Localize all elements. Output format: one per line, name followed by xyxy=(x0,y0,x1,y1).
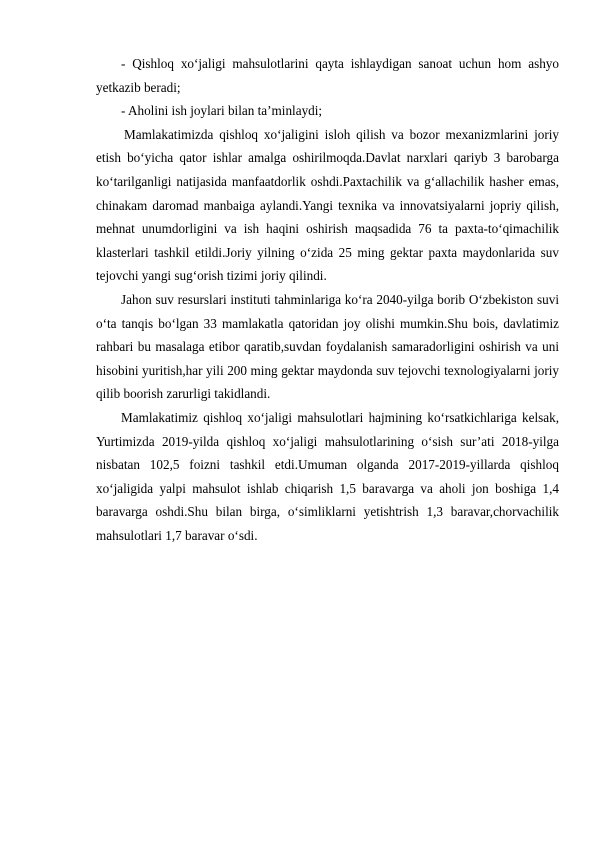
paragraph-5: Mamlakatimiz qishloq xo‘jaligi mahsulotlari hajmining ko‘rsatkichlariga kelsak, Yurtimizda 2019-yilda qishloq xo‘jaligi mahsulotlarining o‘sish sur’ati 2018-yilga nisbatan 102,5 foizni tashkil etdi.Umuman olganda 2017-2019-yillarda qishloq xo‘jaligida yalpi mahsulot ishlab chiqarish 1,5 baravarga va aholi jon boshiga 1,4 baravarga oshdi.Shu bilan birga, o‘simliklarni yetishtrish 1,3 baravar,chorvachilik mahsulotlari 1,7 baravar o‘sdi. xyxy=(96,409,559,543)
paragraph-4: Jahon suv resurslari instituti tahminlariga ko‘ra 2040-yilga borib O‘zbekiston suvi o‘ta tanqis bo‘lgan 33 mamlakatla qatoridan joy olishi mumkin.Shu bois, davlatimiz rahbari bu masalaga etibor qaratib,suvdan foydalanish samaradorligini oshirish va uni hisobini yuritish,har yili 200 ming gektar maydonda suv tejovchi texnologiyalarni joriy qilib boorish zarurligi takidlandi. xyxy=(96,291,559,402)
paragraph-3: Mamlakatimizda qishloq xo‘jaligini isloh qilish va bozor mexanizmlarini joriy etish bo‘yicha qator ishlar amalga oshirilmoqda.Davlat narxlari qariyb 3 barobarga ko‘tarilganligi natijasida manfaatdorlik oshdi.Paxtachilik va g‘allachilik hasher emas, chinakam daromad manbaiga aylandi.Yangi texnika va innovatsiyalarni jopriy qilish, mehnat unumdorligini va ish haqini oshirish maqsadida 76 ta paxta-to‘qimachilik klasterlari tashkil etildi.Joriy yilning o‘zida 25 ming gektar paxta maydonlarida suv tejovchi yangi sug‘orish tizimi joriy qilindi. xyxy=(96,126,559,284)
document-body xyxy=(96,52,559,547)
paragraph-1: - Qishloq xo‘jaligi mahsulotlarini qayta ishlaydigan sanoat uchun hom ashyo yetkazib beradi; xyxy=(96,56,559,95)
paragraph-2: - Aholini ish joylari bilan ta’minlaydi; xyxy=(121,103,323,119)
